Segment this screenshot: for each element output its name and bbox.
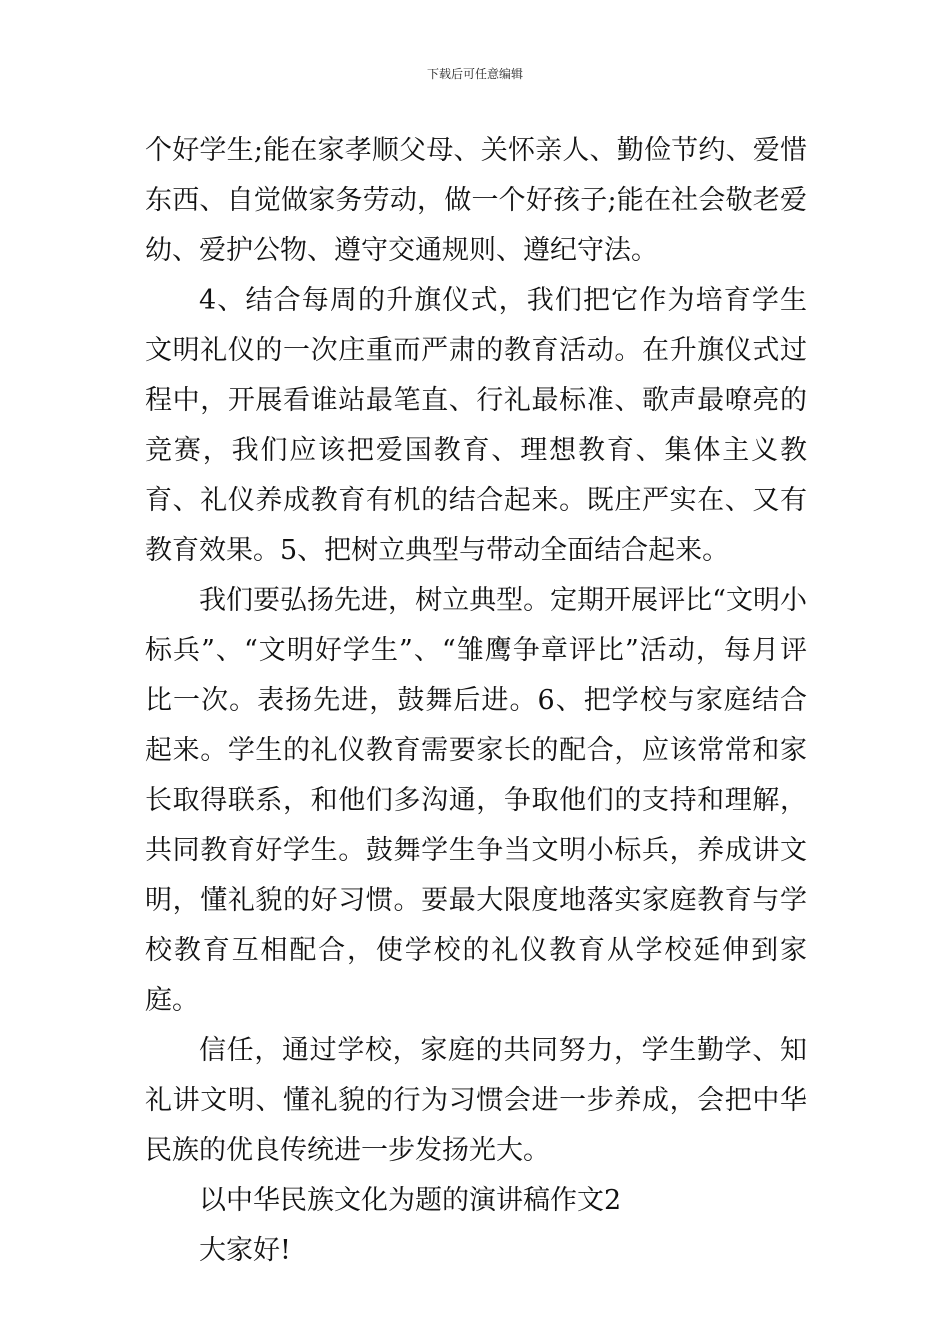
paragraph-4: 信任，通过学校，家庭的共同努力，学生勤学、知礼讲文明、懂礼貌的行为习惯会进一步养成，会把中华民族的优良传统进一步发扬光大。 <box>145 1035 807 1166</box>
greeting: 大家好! <box>199 1235 291 1266</box>
paragraph-2: 4、结合每周的升旗仪式，我们把它作为培育学生文明礼仪的一次庄重而严肃的教育活动。在升旗仪式过程中，开展看谁站最笔直、行礼最标准、歌声最嘹亮的竞赛，我们应该把爱国教育、理想教育、集体主义教育、礼仪养成教育有机的结合起来。既庄严实在、又有教育效果。5、把树立典型与带动全面结合起来。 <box>145 285 807 566</box>
document-body <box>145 126 807 1276</box>
paragraph-3: 我们要弘扬先进，树立典型。定期开展评比“文明小标兵”、“文明好学生”、“雏鹰争章评比”活动，每月评比一次。表扬先进，鼓舞后进。6、把学校与家庭结合起来。学生的礼仪教育需要家长的配合，应该常常和家长取得联系，和他们多沟通，争取他们的支持和理解，共同教育好学生。鼓舞学生争当文明小标兵，养成讲文明，懂礼貌的好习惯。要最大限度地落实家庭教育与学校教育互相配合，使学校的礼仪教育从学校延伸到家庭。 <box>145 585 807 1016</box>
section-title: 以中华民族文化为题的演讲稿作文2 <box>199 1185 622 1216</box>
paragraph-1: 个好学生;能在家孝顺父母、关怀亲人、勤俭节约、爱惜东西、自觉做家务劳动，做一个好孩子;能在社会敬老爱幼、爱护公物、遵守交通规则、遵纪守法。 <box>145 135 807 266</box>
header-note: 下载后可任意编辑 <box>426 67 523 81</box>
